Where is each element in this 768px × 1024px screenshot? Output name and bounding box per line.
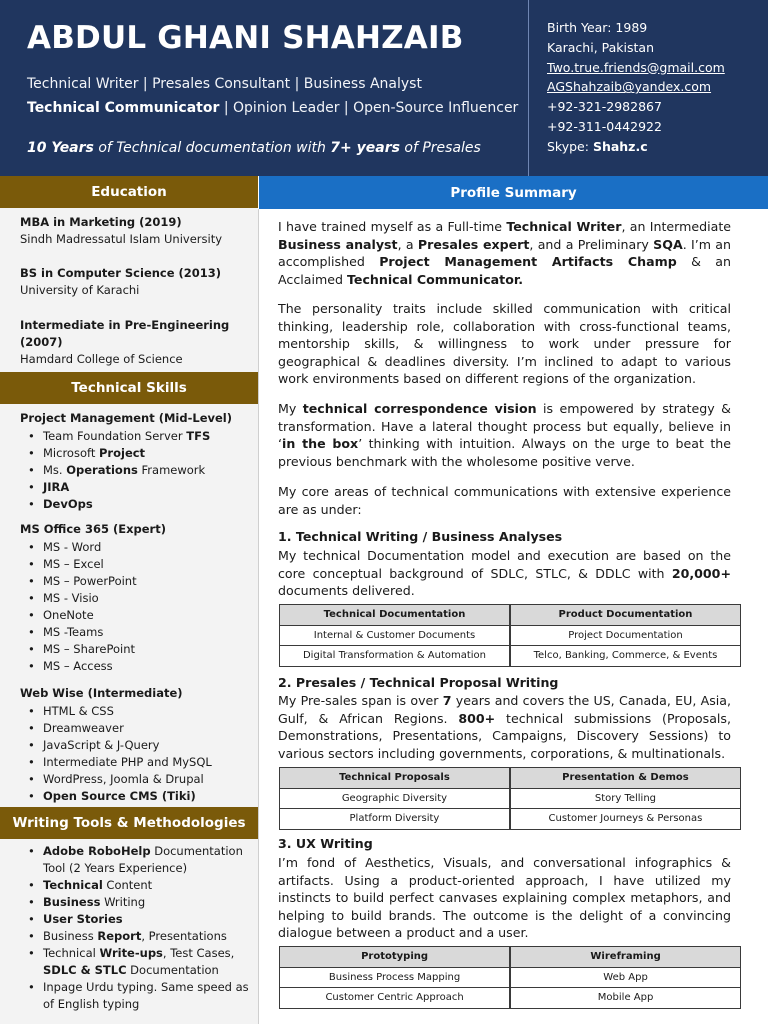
table-header: Wireframing — [511, 947, 741, 968]
email-link-2[interactable]: AGShahzaib@yandex.com — [547, 79, 712, 95]
list-item: • MS – PowerPoint — [26, 573, 252, 590]
education-heading: Education — [0, 176, 258, 208]
summary-paragraph-3: My technical correspondence vision is empowered by strategy & transformation. Have a lateral thought process but equally, believe in ‘in the box’ thinking with intuition. Always on the urge to beat the previous benchmark with the wholesome positive verve. — [278, 401, 731, 469]
area-table-3 — [279, 946, 741, 1009]
header-divider — [528, 0, 529, 176]
list-item: • Adobe RoboHelp Documentation Tool (2 Years Experience) — [26, 843, 252, 877]
list-item: • User Stories — [26, 911, 252, 928]
list-item: • Intermediate PHP and MySQL — [26, 754, 252, 771]
list-item: • OneNote — [26, 607, 252, 624]
list-item: • JIRA — [26, 479, 252, 496]
summary-paragraph-4: My core areas of technical communications with extensive experience are as under: — [278, 484, 731, 517]
area-text-1: My technical Documentation model and execution are based on the core conceptual background of SDLC, STLC, & DDLC with 20,000+ documents delivered. — [278, 548, 731, 598]
area-title-1: 1. Technical Writing / Business Analyses — [278, 529, 563, 544]
education-item: BS in Computer Science (2013) University of Karachi — [20, 266, 222, 297]
area-table-1 — [279, 604, 741, 667]
table-row: Internal & Customer Documents Project Documentation — [280, 625, 741, 646]
location: Karachi, Pakistan — [547, 39, 654, 55]
list-item: • Technical Content — [26, 877, 252, 894]
list-item: • MS – Access — [26, 658, 252, 675]
email-link-1[interactable]: Two.true.friends@gmail.com — [547, 59, 725, 75]
office-skills-list — [26, 539, 252, 675]
table-row: Geographic Diversity Story Telling — [280, 788, 741, 809]
role-line: Technical Writer | Presales Consultant | Business Analyst — [27, 76, 422, 92]
web-skills-title: Web Wise (Intermediate) — [20, 686, 183, 700]
table-header: Product Documentation — [510, 605, 740, 626]
list-item: • Dreamweaver — [26, 720, 252, 737]
pm-skills-title: Project Management (Mid-Level) — [20, 411, 232, 425]
list-item: • Team Foundation Server TFS — [26, 428, 252, 445]
phone-2: +92-311-0442922 — [547, 118, 662, 134]
list-item: • Microsoft Project — [26, 445, 252, 462]
area-title-3: 3. UX Writing — [278, 836, 373, 851]
list-item: • Business Writing — [26, 894, 252, 911]
table-row: Platform Diversity Customer Journeys & Personas — [280, 809, 741, 830]
area-text-3: I’m fond of Aesthetics, Visuals, and conversational infographics & artifacts. Using a product-oriented approach, I have utilized my instincts to build perfect canvases explaining complex metaphors, and helping to build brands. The outcome is the delight of a convincing dialogue between a product and a user. — [278, 855, 731, 940]
list-item: • Technical Write-ups, Test Cases, SDLC & STLC Documentation — [26, 945, 252, 979]
list-item: • MS – Excel — [26, 556, 252, 573]
table-header: Prototyping — [280, 947, 510, 968]
table-header: Technical Proposals — [280, 768, 510, 789]
resume-header — [0, 0, 768, 176]
web-skills-list — [26, 703, 252, 805]
list-item: • Business Report, Presentations — [26, 928, 252, 945]
table-row: Business Process Mapping Web App — [280, 967, 741, 988]
list-item: • DevOps — [26, 496, 252, 513]
list-item: • Open Source CMS (Tiki) — [26, 788, 252, 805]
column-divider — [258, 209, 259, 1024]
area-text-2: My Pre-sales span is over 7 years and covers the US, Canada, EU, Asia, Gulf, & African Regions. 800+ technical submissions (Proposals, Demonstrations, Presentations, Campaigns, Discovery Sessions) to various sectors including governments, corporations, & multinationals. — [278, 693, 732, 761]
pm-skills-list — [26, 428, 252, 513]
list-item: • JavaScript & J-Query — [26, 737, 252, 754]
area-title-2: 2. Presales / Technical Proposal Writing — [278, 675, 559, 690]
phone-1: +92-321-2982867 — [547, 99, 662, 115]
skype: Skype: Shahz.c — [547, 138, 648, 154]
education-item: MBA in Marketing (2019) Sindh Madressatul Islam University — [20, 215, 223, 246]
birth-year: Birth Year: 1989 — [547, 20, 648, 35]
list-item: • MS - Visio — [26, 590, 252, 607]
candidate-name: ABDUL GHANI SHAHZAIB — [27, 20, 464, 56]
list-item: • Inpage Urdu typing. Same speed as of English typing — [26, 979, 252, 1013]
role-line-2: Technical Communicator | Opinion Leader | Open-Source Influencer — [27, 100, 519, 116]
writing-tools-heading: Writing Tools & Methodologies — [0, 807, 258, 839]
table-row: Customer Centric Approach Mobile App — [280, 988, 741, 1009]
list-item: • MS - Word — [26, 539, 252, 556]
table-header: Technical Documentation — [280, 605, 510, 626]
profile-summary-heading: Profile Summary — [259, 176, 768, 209]
contact-block — [547, 18, 725, 157]
list-item: • MS -Teams — [26, 624, 252, 641]
list-item: • HTML & CSS — [26, 703, 252, 720]
list-item: • WordPress, Joomla & Drupal — [26, 771, 252, 788]
list-item: • MS – SharePoint — [26, 641, 252, 658]
writing-tools-list — [26, 843, 252, 1013]
table-header: Presentation & Demos — [510, 768, 740, 789]
list-item: • Ms. Operations Framework — [26, 462, 252, 479]
education-item: Intermediate in Pre-Engineering (2007) Hamdard College of Science — [20, 318, 230, 366]
office-skills-title: MS Office 365 (Expert) — [20, 522, 166, 536]
summary-paragraph-1: I have trained myself as a Full-time Technical Writer, an Intermediate Business analyst, a Presales expert, and a Preliminary SQA. I’m an accomplished Project Management Artifacts Champ & an Acclaimed Technical Communicator. — [278, 219, 732, 287]
table-row: Digital Transformation & Automation Telco, Banking, Commerce, & Events — [280, 646, 741, 667]
area-table-2 — [279, 767, 741, 830]
experience-tagline: 10 Years of Technical documentation with 7+ years of Presales — [27, 140, 481, 156]
summary-paragraph-2: The personality traits include skilled communication with critical thinking, leadership role, collaboration with cross-functional teams, mentorship skills, & willingness to work under pressure for geographical & deadlines diversity. I’m inclined to adapt to various work environments based on different regions of the organization. — [278, 301, 731, 386]
technical-skills-heading: Technical Skills — [0, 372, 258, 404]
